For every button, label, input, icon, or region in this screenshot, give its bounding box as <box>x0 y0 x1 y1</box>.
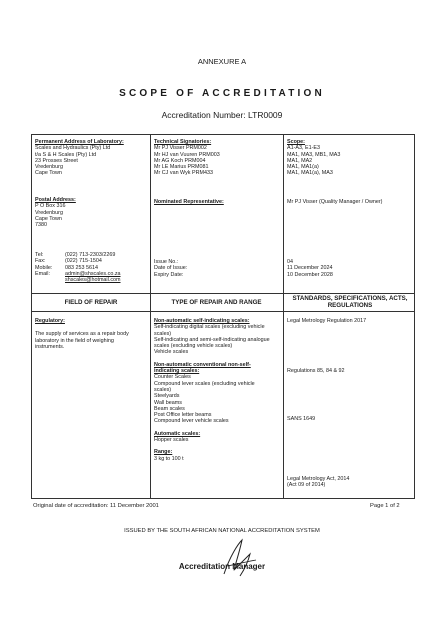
scope-list: Scope: A1-A3, E1-E3 MA1, MA3, MB1, MA3 MA1, MA2 MA1, MA1(a) MA1, MA1(a), MA3 <box>287 139 341 177</box>
issue-labels: Issue No.: Date of Issue: Expiry Date: <box>154 259 188 278</box>
contact-labels: Tel: Fax: Mobile: Email: <box>35 252 53 277</box>
issue-values: 04 11 December 2024 10 December 2028 <box>287 259 333 278</box>
original-accreditation-date: Original date of accreditation: 11 December 2001 <box>33 503 159 509</box>
accreditation-number: Accreditation Number: LTR0009 <box>161 110 283 120</box>
fax-value: (022) 715-1504 <box>65 258 102 265</box>
nominated-heading: Nominated Representative: <box>154 199 224 205</box>
contact-values <box>65 252 121 283</box>
signature-image <box>220 536 260 580</box>
issued-by: ISSUED BY THE SOUTH AFRICAN NATIONAL ACCREDITATION SYSTEM <box>124 528 320 534</box>
lab-info-table <box>31 134 415 294</box>
standard-2: Regulations 85, 84 & 92 <box>287 368 345 374</box>
accreditation-manager-label: Accreditation Manager <box>178 562 266 571</box>
repair-scope-table <box>31 294 415 499</box>
column-header-standards: STANDARDS, SPECIFICATIONS, ACTS, REGULATIONS <box>292 295 408 309</box>
annexure-label: ANNEXURE A <box>197 57 247 66</box>
column-header-type: TYPE OF REPAIR AND RANGE <box>171 299 262 306</box>
email-link-1[interactable]: admin@shscales.co.za <box>65 270 121 277</box>
postal-address: Postal Address: P O Box 316 Vredenburg Cape Town 7380 <box>35 197 76 229</box>
repair-types: Non-automatic self-indicating scales: Self-indicating digital scales (excluding vehicle scales) Self-indicating and semi-self-indicating analogue scales (excluding vehicle scales) Vehicle scales Non-automatic conventional non-self- indicating scales: Counter Scales Compound lever scales (excluding vehicle scales) Steelyards Wall beams Beam scales Post Office letter beams Compound lever vehicle scales Automatic scales: Hopper scales Range: 3 kg to 100 t <box>154 318 270 462</box>
mobile-value: 083 253 5614 <box>65 264 98 271</box>
email-link-2[interactable]: shscales@hotmail.com <box>65 277 121 284</box>
page-number: Page 1 of 2 <box>370 503 400 509</box>
technical-signatories: Technical Signatories: Mr PJ Visser PRM002 Mr HJ van Vuuren PRM003 Mr AG Koch PRM004 Mr LE Marius PRM081 Mr CJ van Wyk PRM433 <box>154 139 220 177</box>
column-header-field: FIELD OF REPAIR <box>64 299 118 306</box>
lab-address: Permanent Address of Laboratory: Scales and Hydraulics (Pty) Ltd t/a S & H Scales (Pty) Ltd 23 Prosses Street Vredenburg Cape Town <box>35 139 124 177</box>
tel-value: (022) 713-2303/2269 <box>65 252 116 258</box>
standard-1: Legal Metrology Regulation 2017 <box>287 318 367 324</box>
standard-4: Legal Metrology Act, 2014 (Act 09 of 2014) <box>287 476 350 489</box>
standard-3: SANS 1649 <box>287 416 316 422</box>
field-of-repair: Regulatory: The supply of services as a repair body laboratory in the field of weighing instruments. <box>35 318 129 350</box>
page-title: SCOPE OF ACCREDITATION <box>119 88 325 99</box>
nominated-representative: Mr PJ Visser (Quality Manager / Owner) <box>287 199 383 205</box>
